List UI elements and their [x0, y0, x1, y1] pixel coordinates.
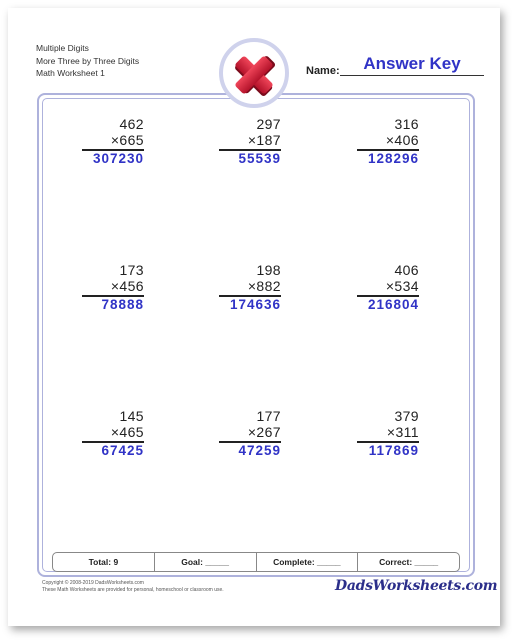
- copyright-line-2: These Math Worksheets are provided for personal, homeschool or classroom use.: [42, 587, 224, 593]
- multiplier: ×882: [247, 278, 281, 294]
- answer: 128296: [367, 151, 419, 166]
- name-label: Name:: [306, 65, 340, 77]
- name-field[interactable]: [340, 54, 484, 76]
- multiplier: ×187: [247, 132, 281, 148]
- complete-cell[interactable]: Complete: _____: [257, 553, 359, 571]
- problem-4: [82, 262, 144, 313]
- brand-logo[interactable]: DadsWorksheets.com: [335, 578, 498, 594]
- multiplicand: 198: [256, 262, 281, 278]
- copyright-line-1: Copyright © 2008-2019 DadsWorksheets.com: [42, 580, 144, 586]
- problem-7: [82, 408, 144, 459]
- multiplier: ×665: [110, 132, 144, 148]
- answer: 55539: [238, 151, 281, 166]
- worksheet-title: [36, 42, 139, 80]
- multiplicand: 173: [119, 262, 144, 278]
- answer: 174636: [229, 297, 281, 312]
- multiplicand: 406: [394, 262, 419, 278]
- answer: 216804: [367, 297, 419, 312]
- multiplier: ×456: [110, 278, 144, 294]
- problem-3: [357, 116, 419, 167]
- problem-1: [82, 116, 144, 167]
- multiplicand: 177: [256, 408, 281, 424]
- problem-2: [219, 116, 281, 167]
- goal-cell[interactable]: Goal: _____: [155, 553, 257, 571]
- title-line-1: Multiple Digits: [36, 43, 89, 53]
- score-bar: [52, 552, 460, 572]
- total-cell: Total: 9: [53, 553, 155, 571]
- answer: 117869: [368, 443, 419, 458]
- multiplier: ×267: [247, 424, 281, 440]
- problem-9: [357, 408, 419, 459]
- answer: 78888: [101, 297, 144, 312]
- problem-6: [357, 262, 419, 313]
- x-mark-icon: [223, 42, 285, 104]
- answer-key-heading: Answer Key: [363, 54, 461, 73]
- answer: 307230: [92, 151, 144, 166]
- multiplier: ×465: [110, 424, 144, 440]
- answer: 67425: [101, 443, 144, 458]
- problem-5: [219, 262, 281, 313]
- multiplicand: 316: [394, 116, 419, 132]
- title-line-3: Math Worksheet 1: [36, 68, 105, 78]
- multiplicand: 379: [394, 408, 419, 424]
- multiplicand: 145: [119, 408, 144, 424]
- multiplier: ×534: [385, 278, 419, 294]
- logo-badge: [219, 38, 289, 108]
- title-line-2: More Three by Three Digits: [36, 55, 140, 66]
- problem-frame-inner: [42, 98, 470, 572]
- answer: 47259: [238, 443, 281, 458]
- multiplier: ×311: [386, 424, 419, 440]
- multiplicand: 297: [256, 116, 281, 132]
- problem-8: [219, 408, 281, 459]
- copyright-notice: [42, 580, 224, 594]
- correct-cell[interactable]: Correct: _____: [379, 557, 439, 567]
- multiplier: ×406: [385, 132, 419, 148]
- multiplicand: 462: [119, 116, 144, 132]
